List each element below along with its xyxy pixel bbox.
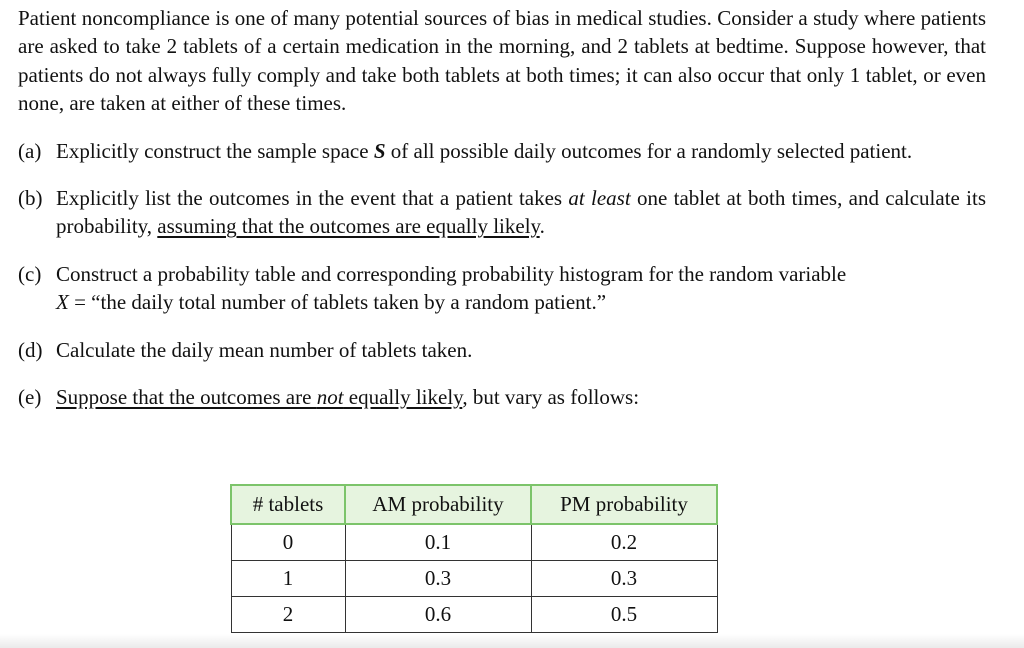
- question-c-label: (c): [18, 261, 42, 286]
- random-variable-symbol: X: [56, 290, 69, 315]
- table-row: [231, 597, 717, 633]
- question-c: [18, 260, 986, 317]
- question-c-line2: = “the daily total number of tablets taken by a random patient.”: [68, 290, 607, 315]
- question-d-label: (d): [18, 337, 43, 362]
- question-e-underlined-2: equally likely: [343, 385, 463, 410]
- question-e-text-post: , but vary as follows:: [462, 385, 640, 410]
- question-a-label: (a): [18, 138, 42, 163]
- table-row: [231, 524, 717, 561]
- table-header-row: [231, 485, 717, 524]
- cell-pm: 0.2: [531, 524, 717, 561]
- question-e-emphasis: not: [316, 385, 344, 410]
- question-d-text: Calculate the daily mean number of tablets taken.: [56, 337, 473, 362]
- cell-am: 0.1: [345, 524, 531, 561]
- question-b-text-pre: Explicitly list the outcomes in the event that a patient takes: [56, 186, 569, 211]
- header-tablets: # tablets: [231, 485, 345, 524]
- question-a: [18, 137, 986, 165]
- question-b-text-post: .: [539, 214, 545, 239]
- question-e-label: (e): [18, 385, 42, 410]
- question-e: [18, 383, 986, 411]
- cell-tablets: 1: [231, 561, 345, 597]
- document-page: [18, 4, 986, 411]
- probability-table: [230, 484, 718, 633]
- cell-tablets: 2: [231, 597, 345, 633]
- cell-pm: 0.5: [531, 597, 717, 633]
- table-row: [231, 561, 717, 597]
- question-c-line1: Construct a probability table and corresponding probability histogram for the random variable: [56, 261, 847, 286]
- question-b-label: (b): [18, 186, 43, 211]
- question-d: [18, 336, 986, 364]
- question-b-underlined: assuming that the outcomes are equally likely: [157, 214, 540, 239]
- cell-am: 0.6: [345, 597, 531, 633]
- question-b-text-mid: one tablet at both times, and calculate its probability,: [56, 186, 986, 239]
- sample-space-symbol: S: [373, 138, 386, 163]
- header-am-probability: AM probability: [345, 485, 531, 524]
- question-e-underlined-1: Suppose that the outcomes are: [56, 385, 317, 410]
- cell-tablets: 0: [231, 524, 345, 561]
- question-a-text-pre: Explicitly construct the sample space: [56, 138, 374, 163]
- cell-am: 0.3: [345, 561, 531, 597]
- header-pm-probability: PM probability: [531, 485, 717, 524]
- intro-paragraph: Patient noncompliance is one of many potential sources of bias in medical studies. Consider a study where patients are asked to take 2 tablets of a certain medication in the morning, and 2 tablets at bedtime. Suppose however, that patients do not always fully comply and take both tablets at both times; it can also occur that only 1 tablet, or even none, are taken at either of these times.: [18, 6, 986, 116]
- bottom-fade: [0, 634, 1024, 648]
- question-b-emphasis: at least: [568, 186, 631, 211]
- question-a-text-post: of all possible daily outcomes for a randomly selected patient.: [385, 138, 913, 163]
- cell-pm: 0.3: [531, 561, 717, 597]
- question-b: [18, 184, 986, 241]
